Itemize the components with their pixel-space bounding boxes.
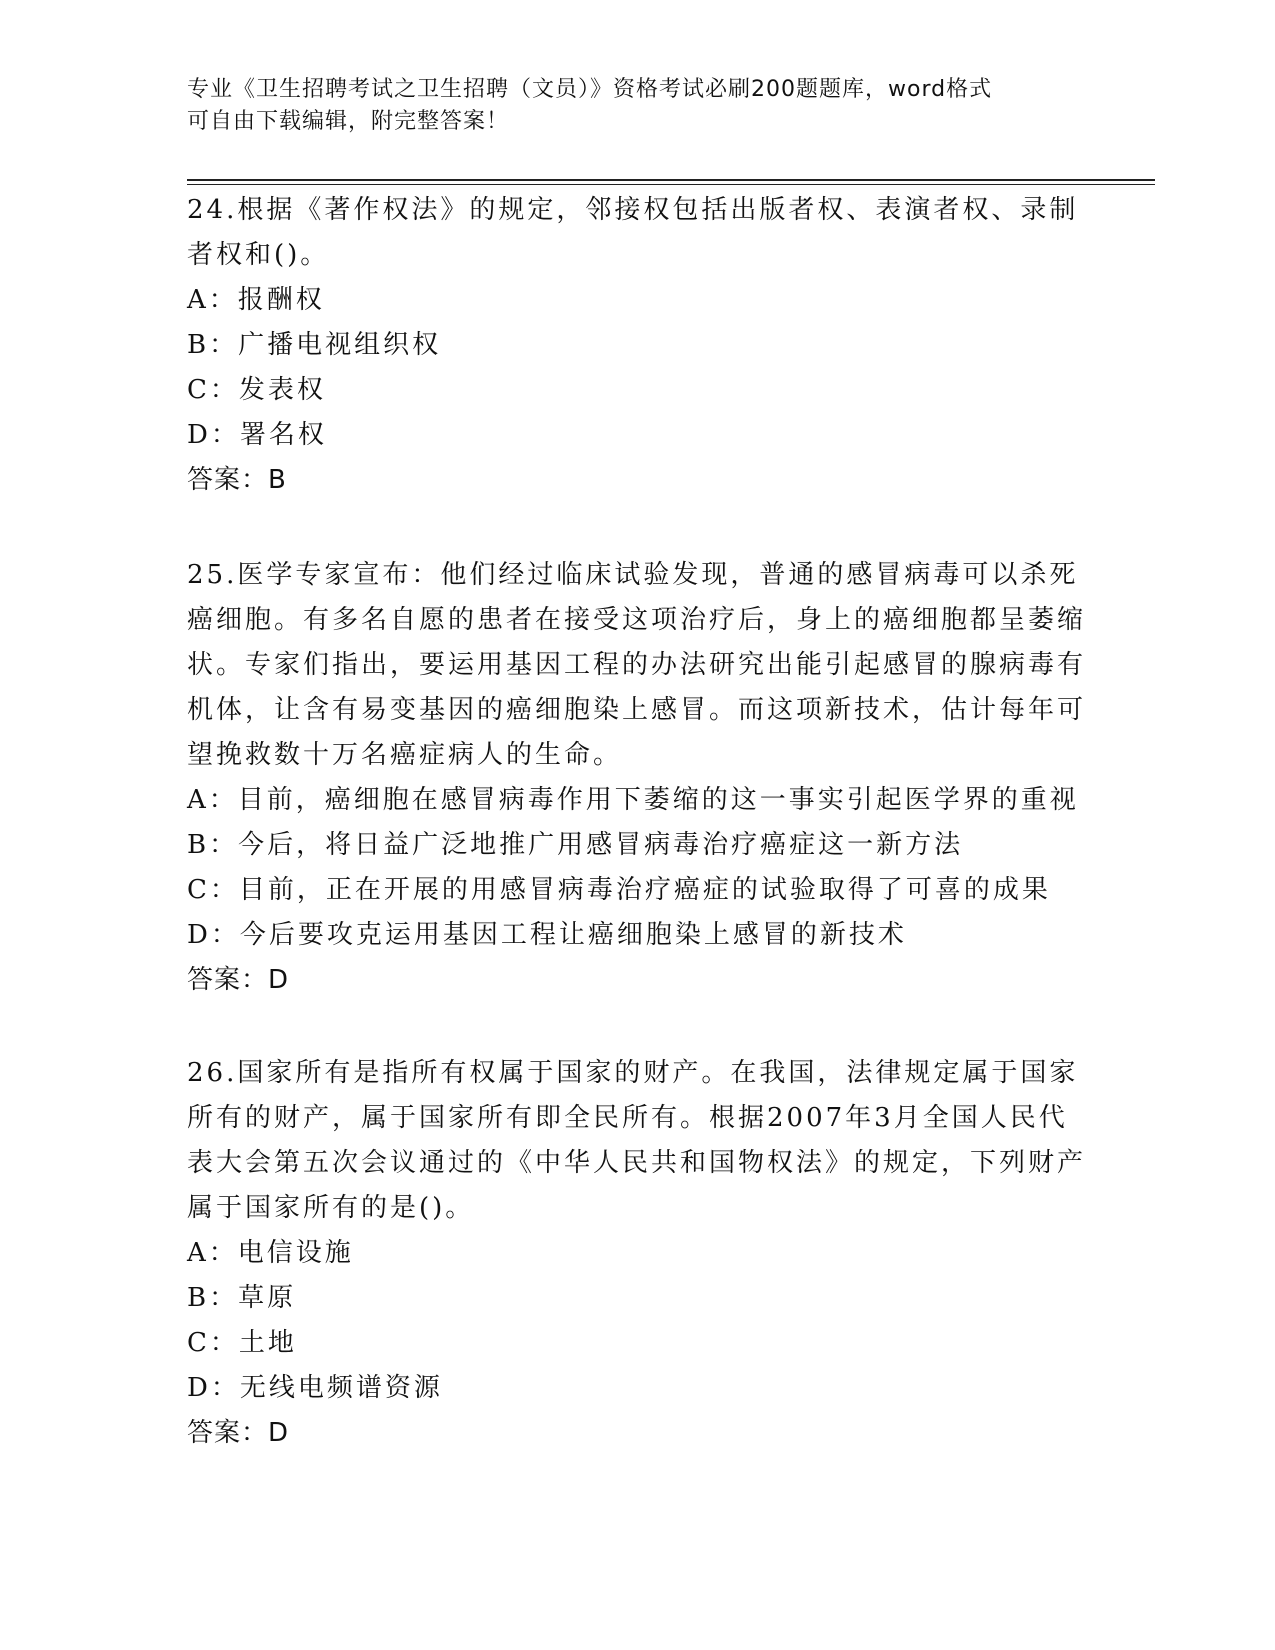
question-stem: 25.医学专家宣布：他们经过临床试验发现，普通的感冒病毒可以杀死癌细胞。有多名自愿的患者在接受这项治疗后，身上的癌细胞都呈萎缩状。专家们指出，要运用基因工程的办法研究出能引起感冒的腺病毒有机体，让含有易变基因的癌细胞染上感冒。而这项新技术，估计每年可望挽救数十万名癌症病人的生命。	[187, 560, 1087, 770]
answer: 答案：D	[187, 1418, 290, 1448]
option-d: D：今后要攻克运用基因工程让癌细胞染上感冒的新技术	[187, 920, 907, 950]
option-d: D：无线电频谱资源	[187, 1373, 443, 1403]
question-24	[187, 188, 1087, 503]
option-c: C：发表权	[187, 375, 326, 405]
document-header	[187, 74, 1067, 138]
answer: 答案：D	[187, 965, 290, 995]
header-line-2: 可自由下载编辑，附完整答案！	[187, 109, 510, 134]
answer: 答案：B	[187, 465, 287, 495]
header-line-1: 专业《卫生招聘考试之卫生招聘（文员）》资格考试必刷200题题库，word格式	[187, 77, 993, 102]
option-c: C：土地	[187, 1328, 297, 1358]
option-c: C：目前，正在开展的用感冒病毒治疗癌症的试验取得了可喜的成果	[187, 875, 1051, 905]
question-stem: 24.根据《著作权法》的规定，邻接权包括出版者权、表演者权、录制者权和()。	[187, 195, 1079, 270]
option-b: B：今后，将日益广泛地推广用感冒病毒治疗癌症这一新方法	[187, 830, 964, 860]
header-divider-bottom	[187, 184, 1155, 185]
question-25	[187, 553, 1087, 1003]
option-d: D：署名权	[187, 420, 327, 450]
question-26	[187, 1051, 1087, 1456]
option-a: A：电信设施	[187, 1238, 354, 1268]
option-a: A：目前，癌细胞在感冒病毒作用下萎缩的这一事实引起医学界的重视	[187, 785, 1079, 815]
option-b: B：广播电视组织权	[187, 330, 442, 360]
option-a: A：报酬权	[187, 285, 325, 315]
option-b: B：草原	[187, 1283, 297, 1313]
header-divider-top	[187, 179, 1155, 181]
question-stem: 26.国家所有是指所有权属于国家的财产。在我国，法律规定属于国家所有的财产，属于国家所有即全民所有。根据2007年3月全国人民代表大会第五次会议通过的《中华人民共和国物权法》的规定，下列财产属于国家所有的是()。	[187, 1058, 1087, 1223]
